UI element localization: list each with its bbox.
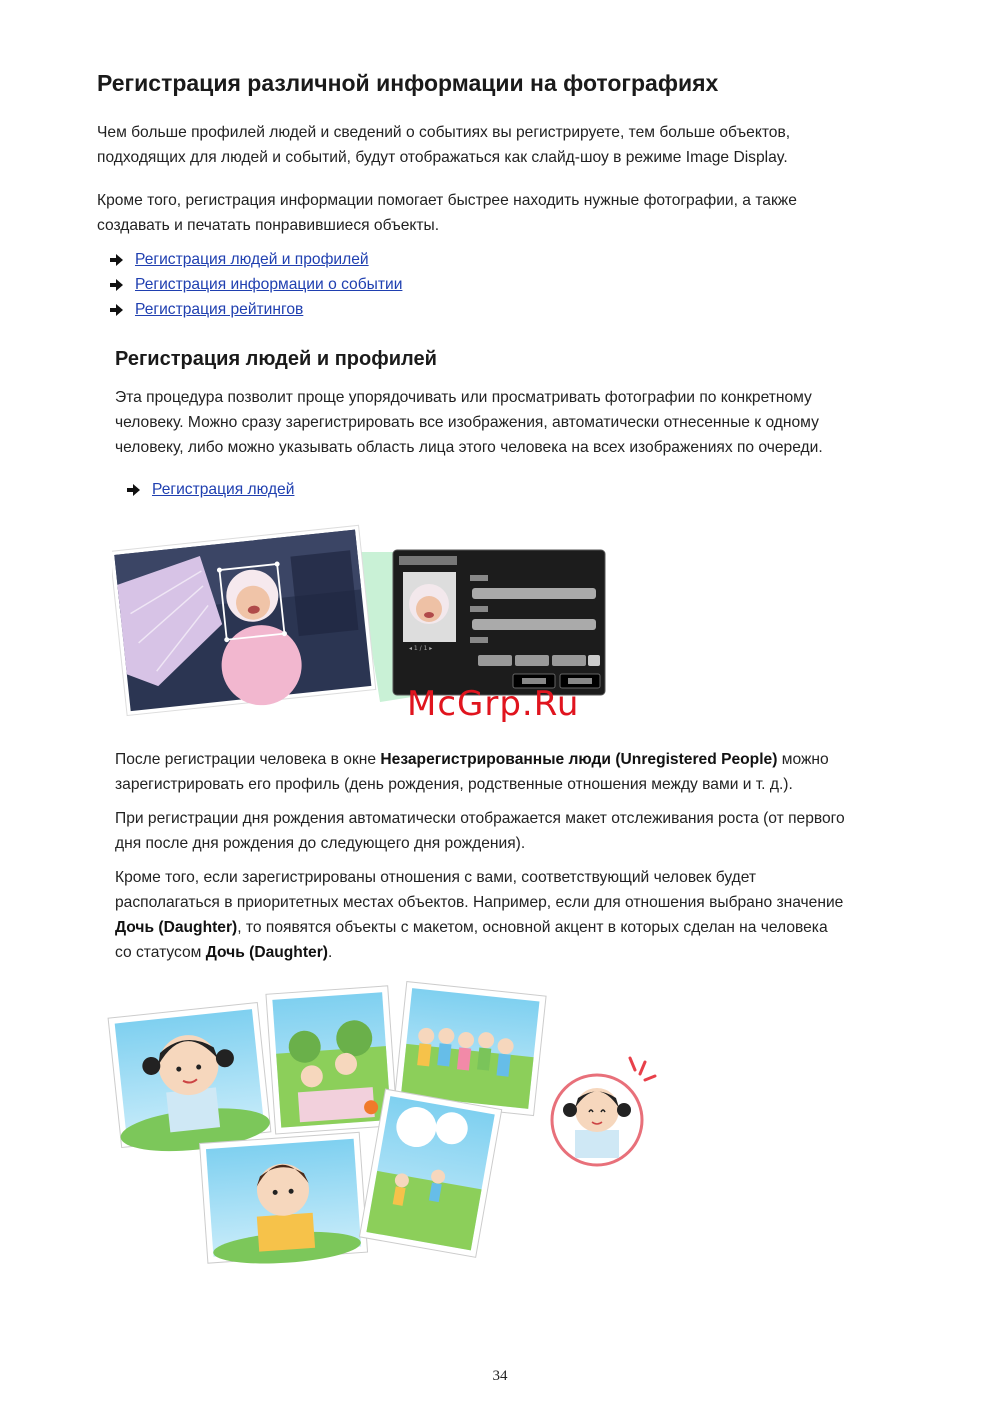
text-run: можно	[777, 751, 829, 768]
page-number: 34	[492, 1368, 508, 1384]
text-line: создавать и печатать понравившиеся объекты.	[97, 217, 440, 234]
photo-card-boy-portrait	[200, 1132, 368, 1268]
text-line: Эта процедура позволит проще упорядочивать или просматривать фотографии по конкретному	[115, 389, 812, 406]
text-line	[115, 747, 829, 772]
section-link-list	[127, 477, 294, 502]
text-run: После регистрации человека в окне	[115, 751, 381, 768]
watermark: McGrp.Ru	[407, 684, 580, 724]
link-register-people[interactable]: Регистрация людей	[152, 480, 295, 498]
svg-text:◂ 1 / 1 ▸: ◂ 1 / 1 ▸	[409, 645, 433, 652]
daughter-collage-illustration	[105, 980, 670, 1270]
text-line: располагаться в приоритетных местах объектов. Например, если для отношения выбрано значение	[115, 894, 844, 911]
photo-card-picnic	[266, 986, 397, 1134]
text-line: Кроме того, регистрация информации помогает быстрее находить нужные фотографии, а также	[97, 192, 797, 209]
text-line: Кроме того, если зарегистрированы отношения с вами, соответствующий человек будет	[115, 869, 757, 886]
arrow-right-icon	[110, 304, 123, 316]
text-run: , то появятся объекты с макетом, основной акцент в которых сделан на человека	[237, 919, 828, 936]
ui-term: Дочь (Daughter)	[115, 919, 238, 936]
section-paragraph-4	[115, 865, 843, 965]
link-item	[127, 477, 294, 502]
text-line	[115, 940, 843, 965]
link-register-event-info[interactable]: Регистрация информации о событии	[135, 275, 403, 293]
text-line: дня после дня рождения до следующего дня рождения).	[115, 835, 526, 852]
arrow-right-icon	[127, 484, 140, 496]
section-paragraph-1	[115, 385, 823, 460]
text-line	[115, 915, 843, 940]
text-line: Чем больше профилей людей и сведений о событиях вы регистрируете, тем больше объектов,	[97, 124, 791, 141]
text-run: .	[327, 944, 333, 961]
arrow-right-icon	[110, 254, 123, 266]
ui-term: Незарегистрированные люди (Unregistered People)	[380, 751, 778, 768]
section-heading: Регистрация людей и профилей	[115, 348, 437, 370]
link-register-ratings[interactable]: Регистрация рейтингов	[135, 301, 304, 319]
link-register-people-profiles[interactable]: Регистрация людей и профилей	[135, 250, 369, 268]
intro-paragraph-1	[97, 120, 790, 170]
text-line: подходящих для людей и событий, будут отображаться как слайд-шоу в режиме Image Display.	[97, 149, 788, 166]
link-item	[110, 247, 402, 272]
page-title: Регистрация различной информации на фотографиях	[97, 70, 719, 96]
text-line: При регистрации дня рождения автоматически отображается макет отслеживания роста (от первого	[115, 810, 845, 827]
text-line: зарегистрировать его профиль (день рождения, родственные отношения между вами и т. д.).	[115, 776, 793, 793]
text-line: человеку. Можно сразу зарегистрировать все изображения, автоматически отнесенные к одному	[115, 414, 819, 431]
daughter-focus-badge	[552, 1058, 655, 1165]
intro-paragraph-2	[97, 188, 797, 238]
photo-card-girl-portrait	[108, 1003, 272, 1158]
section-links	[110, 247, 402, 323]
registration-panel	[393, 550, 605, 695]
text-run: со статусом	[115, 944, 206, 961]
tilted-photo	[112, 525, 376, 719]
link-item	[110, 298, 402, 323]
link-item	[110, 272, 402, 297]
arrow-right-icon	[110, 279, 123, 291]
text-line: человеку, либо можно указывать область лица этого человека на всех изображениях по очереди.	[115, 439, 823, 456]
section-paragraph-3	[115, 806, 845, 856]
section-paragraph-2	[115, 747, 829, 797]
photo-card-playing	[359, 1089, 501, 1257]
ui-term: Дочь (Daughter)	[205, 944, 328, 961]
